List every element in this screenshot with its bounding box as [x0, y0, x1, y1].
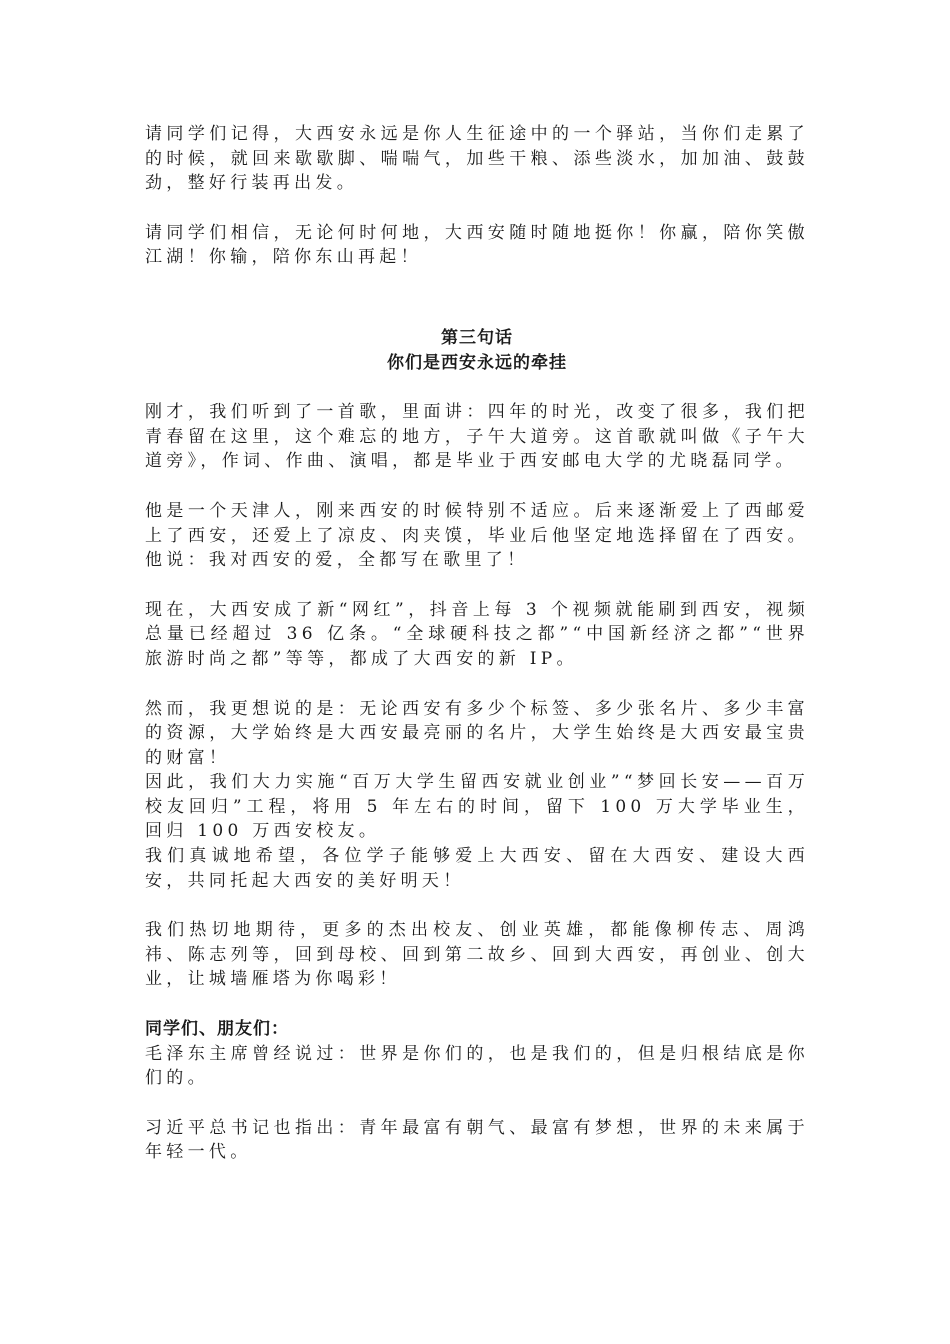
body-paragraph-4a: 然而，我更想说的是：无论西安有多少个标签、多少张名片、多少丰富的资源，大学始终是大西安最亮丽的名片，大学生始终是大西安最宝贵的财富！: [145, 698, 809, 768]
greeting-heading: 同学们、朋友们：: [145, 1019, 289, 1040]
spacer: [145, 375, 809, 400]
spacer: [145, 992, 809, 1017]
document-page: [145, 122, 809, 1165]
body-paragraph-4b: 因此，我们大力实施“百万大学生留西安就业创业”“梦回长安——百万校友回归”工程，将用 5 年左右的时间，留下 100 万大学毕业生，回归 100 万西安校友。: [145, 772, 809, 842]
section-title: 第三句话: [441, 327, 513, 348]
body-paragraph-3: 现在，大西安成了新“网红”，抖音上每 3 个视频就能刷到西安，视频总量已经超过 36 亿条。“全球硬科技之都”“中国新经济之都”“世界旅游时尚之都”等等，都成了大西安的新 IP。: [145, 599, 809, 669]
body-paragraph-2: 他是一个天津人，刚来西安的时候特别不适应。后来逐渐爱上了西邮爱上了西安，还爱上了凉皮、肉夹馍，毕业后他坚定地选择留在了西安。他说：我对西安的爱，全都写在歌里了！: [145, 500, 809, 571]
intro-paragraph-2: 请同学们相信，无论何时何地，大西安随时随地挺你！你赢，陪你笑傲江湖！你输，陪你东山再起！: [145, 222, 809, 268]
spacer: [145, 270, 809, 326]
spacer: [145, 573, 809, 598]
intro-paragraph-1: 请同学们记得，大西安永远是你人生征途中的一个驿站，当你们走累了的时候，就回来歇歇脚、喘喘气，加些干粮、添些淡水，加加油、鼓鼓劲，整好行装再出发。: [145, 124, 809, 194]
body-paragraph-1: 刚才，我们听到了一首歌，里面讲：四年的时光，改变了很多，我们把青春留在这里，这个难忘的地方，子午大道旁。这首歌就叫做《子午大道旁》，作词、作曲、演唱，都是毕业于西安邮电大学的尤晓磊同学。: [145, 402, 809, 472]
body-paragraph-5: 我们热切地期待，更多的杰出校友、创业英雄，都能像柳传志、周鸿祎、陈志列等，回到母校、回到第二故乡、回到大西安，再创业、创大业，让城墙雁塔为你喝彩！: [145, 920, 809, 990]
body-paragraph-6: 毛泽东主席曾经说过：世界是你们的，也是我们的，但是归根结底是你们的。: [145, 1043, 809, 1089]
spacer: [145, 196, 809, 221]
section-subtitle: 你们是西安永远的牵挂: [387, 352, 567, 373]
body-paragraph-7: 习近平总书记也指出：青年最富有朝气、最富有梦想，世界的未来属于年轻一代。: [145, 1117, 809, 1163]
spacer: [145, 474, 809, 499]
body-paragraph-4c: 我们真诚地希望，各位学子能够爱上大西安、留在大西安、建设大西安，共同托起大西安的美好明天！: [145, 846, 809, 891]
spacer: [145, 893, 809, 918]
spacer: [145, 1091, 809, 1116]
spacer: [145, 672, 809, 697]
